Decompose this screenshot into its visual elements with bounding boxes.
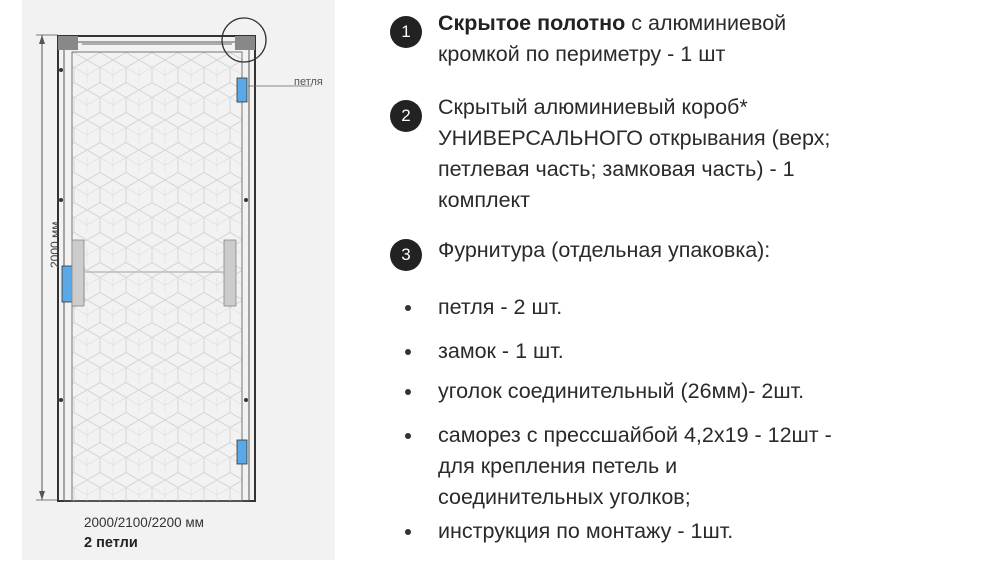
item-2-text xyxy=(438,92,990,216)
number-badge: 3 xyxy=(390,239,422,271)
bullet-4-line1: саморез с прессшайбой 4,2х19 - 12шт - xyxy=(438,423,832,447)
hinge-label: петля xyxy=(294,76,323,88)
bullet-4-line2: для крепления петель и xyxy=(438,454,678,478)
bullet-text: инструкция по монтажу - 1шт. xyxy=(438,519,734,543)
list-item xyxy=(405,420,995,520)
bullet-4-line3: соединительных уголков; xyxy=(438,485,691,509)
bullet-dot xyxy=(405,529,411,535)
bullet-dot xyxy=(405,305,411,311)
item-2-line3: петлевая часть; замковая часть) - 1 xyxy=(438,157,795,181)
bullet-text: уголок соединительный (26мм)- 2шт. xyxy=(438,379,805,403)
item-1-bold: Скрытое полотно xyxy=(438,11,626,35)
height-dimension-label: 2000 мм xyxy=(48,221,62,268)
item-2-line4: комплект xyxy=(438,188,531,212)
sizes-caption: 2000/2100/2200 мм xyxy=(84,515,204,530)
bullet-text xyxy=(438,420,995,513)
number-badge: 1 xyxy=(390,16,422,48)
bullet-dot xyxy=(405,389,411,395)
item-1-rest: кромкой по периметру - 1 шт xyxy=(438,42,726,66)
number-badge: 2 xyxy=(390,100,422,132)
bullet-dot xyxy=(405,433,411,439)
item-1-text xyxy=(438,8,990,70)
door-drawing-panel xyxy=(22,0,335,560)
bullet-text: замок - 1 шт. xyxy=(438,339,564,363)
kit-item-1 xyxy=(390,8,990,78)
kit-item-2 xyxy=(390,92,990,217)
item-2-line1: Скрытый алюминиевый короб* xyxy=(438,95,748,119)
kit-item-3 xyxy=(390,235,990,275)
door-drawing xyxy=(22,0,335,560)
bullet-text: петля - 2 шт. xyxy=(438,295,563,319)
item-1-line1: с алюминиевой xyxy=(625,11,787,35)
hinges-caption: 2 петли xyxy=(84,535,138,551)
item-3-line1: Фурнитура (отдельная упаковка): xyxy=(438,238,771,262)
item-2-line2: УНИВЕРСАЛЬНОГО открывания (верх; xyxy=(438,126,831,150)
item-3-text xyxy=(438,235,990,266)
bullet-dot xyxy=(405,349,411,355)
